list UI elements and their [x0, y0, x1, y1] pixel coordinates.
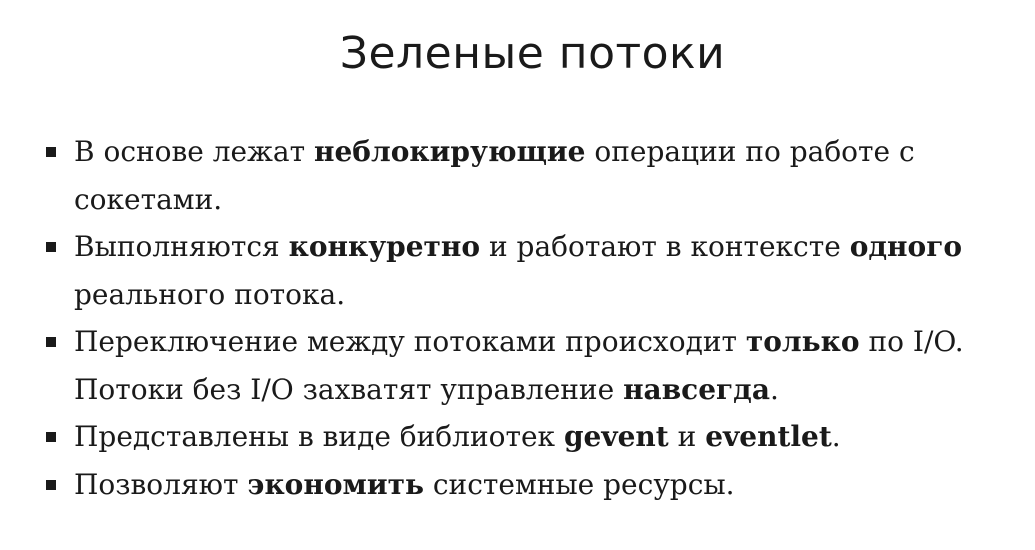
bullet-text-run: Выполняются [74, 230, 289, 263]
bullet-text-run: и [668, 420, 706, 453]
bullet-text-run: и работают в контексте [480, 230, 850, 263]
bullet-text [74, 420, 841, 453]
bullet-emphasis: конкуретно [288, 230, 481, 263]
bullet-text [74, 135, 915, 216]
bullet-square-icon [46, 242, 56, 252]
bullet-text-run: . [831, 420, 841, 453]
bullet-item [46, 461, 1006, 509]
bullet-item [46, 223, 1006, 318]
bullet-text-run: Позволяют [74, 467, 248, 501]
bullet-item [46, 413, 1006, 461]
bullet-emphasis: eventlet [705, 420, 832, 453]
bullet-emphasis: gevent [563, 420, 669, 453]
bullet-text-run: Переключение между потоками происходит [74, 325, 746, 358]
bullet-text-run: реального потока. [74, 277, 346, 311]
bullet-text-run: по I/O. Потоки без I/O захватят управление [74, 325, 964, 406]
bullet-emphasis: экономить [247, 467, 424, 501]
bullet-item [46, 128, 1006, 223]
bullet-emphasis: одного [849, 230, 963, 263]
bullet-text-run: В основе лежат [74, 135, 314, 168]
bullet-square-icon [46, 432, 56, 442]
bullet-square-icon [46, 480, 56, 490]
bullet-item [46, 318, 1006, 413]
bullet-emphasis: только [745, 325, 860, 358]
bullet-square-icon [46, 147, 56, 157]
bullet-text [74, 468, 735, 501]
bullet-text-run: системные ресурсы. [423, 467, 735, 501]
bullet-emphasis: неблокирующие [313, 135, 586, 168]
bullet-text [74, 325, 964, 406]
bullet-emphasis: навсегда [623, 372, 770, 406]
bullet-list [46, 128, 1006, 508]
slide-title: Зеленые потоки [339, 28, 726, 79]
bullet-text-run: . [769, 372, 779, 406]
bullet-text-run: операции по работе с сокетами. [74, 135, 915, 216]
bullet-square-icon [46, 337, 56, 347]
bullet-text [74, 230, 962, 311]
bullet-text-run: Представлены в виде библиотек [74, 420, 564, 453]
